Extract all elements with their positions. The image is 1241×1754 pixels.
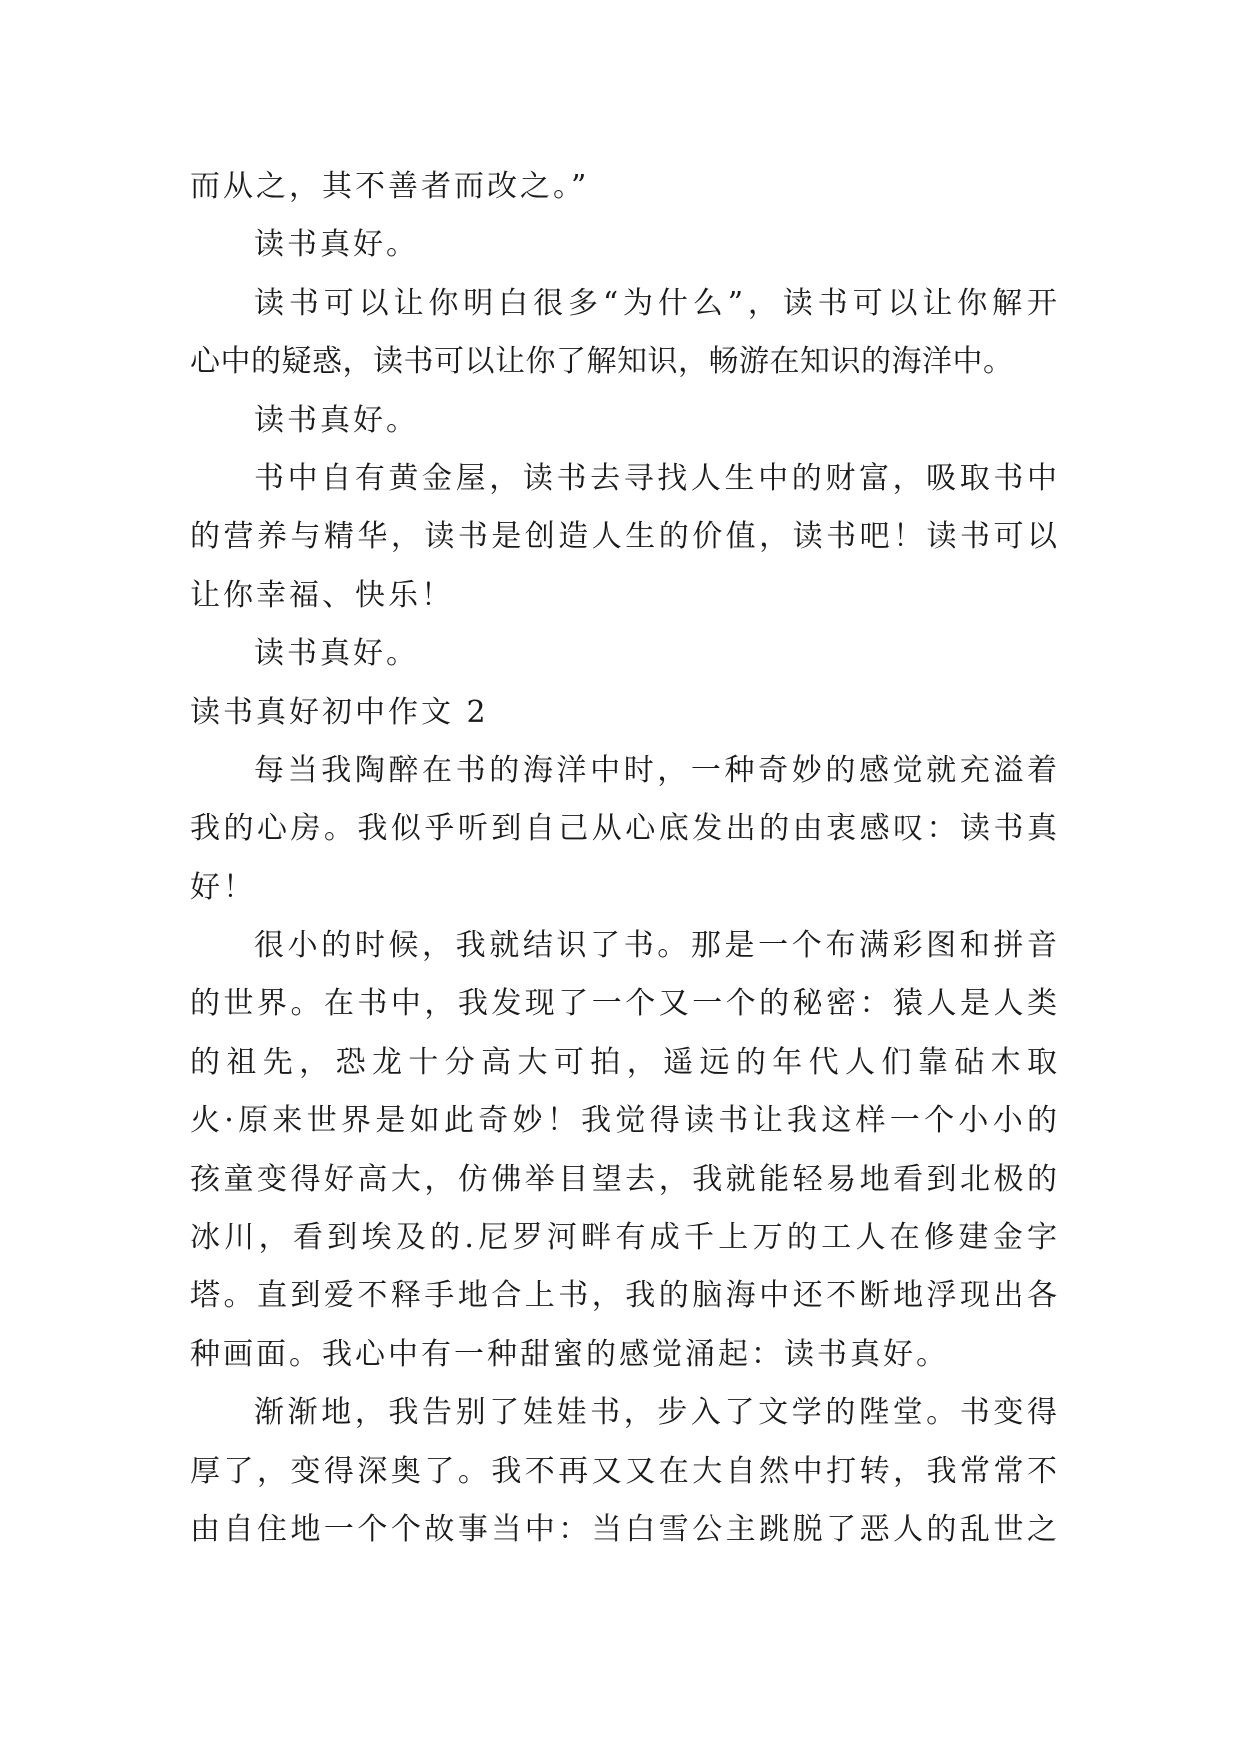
text-line: 的祖先，恐龙十分高大可拍，遥远的年代人们靠砧木取 <box>190 1044 1060 1080</box>
text-line: 很小的时候，我就结识了书。那是一个布满彩图和拼音 <box>254 928 1060 964</box>
text-line: 渐渐地，我告别了娃娃书，步入了文学的陛堂。书变得 <box>254 1395 1060 1431</box>
text-line: 火·原来世界是如此奇妙！我觉得读书让我这样一个小小的 <box>190 1103 1060 1139</box>
text-line: 而从之，其不善者而改之。” <box>190 169 590 204</box>
text-line: 塔。直到爱不释手地合上书，我的脑海中还不断地浮现出各 <box>190 1278 1060 1314</box>
section-heading: 读书真好初中作文 2 <box>190 694 489 730</box>
text-line: 孩童变得好高大，仿佛举目望去，我就能轻易地看到北极的 <box>190 1161 1060 1197</box>
text-line: 读书真好。 <box>254 402 419 438</box>
text-line: 的营养与精华，读书是创造人生的价值，读书吧！读书可以 <box>190 519 1060 555</box>
text-line: 我的心房。我似乎听到自己从心底发出的由衷感叹：读书真 <box>190 811 1060 847</box>
text-line: 心中的疑惑，读书可以让你了解知识，畅游在知识的海洋中。 <box>190 344 1014 380</box>
document-body <box>190 158 1060 1559</box>
text-line: 读书真好。 <box>254 227 419 263</box>
text-line: 冰川，看到埃及的.尼罗河畔有成千上万的工人在修建金字 <box>190 1220 1060 1256</box>
text-line: 读书真好。 <box>254 636 419 672</box>
text-line: 好！ <box>190 869 256 905</box>
text-line: 厚了，变得深奥了。我不再又又在大自然中打转，我常常不 <box>190 1453 1060 1489</box>
text-line: 让你幸福、快乐！ <box>190 577 454 613</box>
text-line: 读书可以让你明白很多“为什么”，读书可以让你解开 <box>254 285 1060 321</box>
text-line: 种画面。我心中有一种甜蜜的感觉涌起：读书真好。 <box>190 1336 949 1372</box>
text-line: 由自住地一个个故事当中：当白雪公主跳脱了恶人的乱世之 <box>190 1511 1060 1547</box>
text-line: 的世界。在书中，我发现了一个又一个的秘密：猿人是人类 <box>190 986 1060 1022</box>
text-line: 书中自有黄金屋，读书去寻找人生中的财富，吸取书中 <box>254 460 1060 496</box>
text-line: 每当我陶醉在书的海洋中时，一种奇妙的感觉就充溢着 <box>254 752 1060 788</box>
